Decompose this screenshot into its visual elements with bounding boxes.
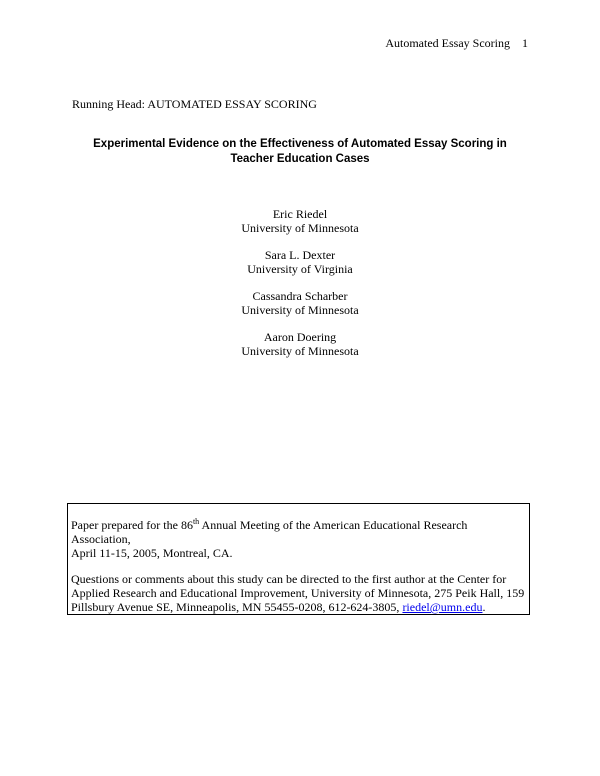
author-affiliation: University of Minnesota [241, 221, 359, 235]
paper-title [60, 137, 540, 167]
running-head: Running Head: AUTOMATED ESSAY SCORING [72, 97, 317, 111]
author-block [100, 207, 500, 235]
email-link[interactable]: riedel@umn.edu [402, 600, 483, 614]
author-affiliation: University of Minnesota [241, 344, 359, 358]
author-block [100, 248, 500, 276]
conference-note [71, 518, 529, 560]
header-running-title: Automated Essay Scoring [385, 36, 510, 50]
author-block [100, 289, 500, 317]
page-number: 1 [522, 36, 528, 50]
contact-note-punctuation: . [482, 600, 486, 614]
contact-note [71, 572, 529, 614]
paper-title-line-1: Experimental Evidence on the Effectiveness of Automated Essay Scoring in [93, 138, 507, 150]
contact-note-line: Applied Research and Educational Improvement, University of Minnesota, 275 Peik Hall, 159 [71, 586, 525, 600]
author-list [100, 207, 500, 371]
author-name: Cassandra Scharber [252, 289, 348, 303]
author-name: Eric Riedel [272, 207, 328, 221]
author-affiliation: University of Virginia [247, 262, 353, 276]
contact-note-line: Questions or comments about this study can be directed to the first author at the Center for [71, 572, 507, 586]
page-header [385, 36, 528, 51]
conference-dates: April 11-15, 2005, Montreal, CA. [71, 546, 233, 560]
author-block [100, 330, 500, 358]
author-name: Aaron Doering [263, 330, 337, 344]
author-name: Sara L. Dexter [264, 248, 336, 262]
ordinal-superscript: th [192, 517, 200, 526]
author-note-box [67, 503, 530, 615]
conference-note-text: Annual Meeting of the American Educational Research Association, [71, 518, 468, 546]
paper-title-line-2: Teacher Education Cases [230, 153, 370, 165]
contact-note-line: Pillsbury Avenue SE, Minneapolis, MN 55455-0208, 612-624-3805, [71, 600, 403, 614]
conference-note-text: Paper prepared for the 86 [71, 518, 193, 532]
author-affiliation: University of Minnesota [241, 303, 359, 317]
